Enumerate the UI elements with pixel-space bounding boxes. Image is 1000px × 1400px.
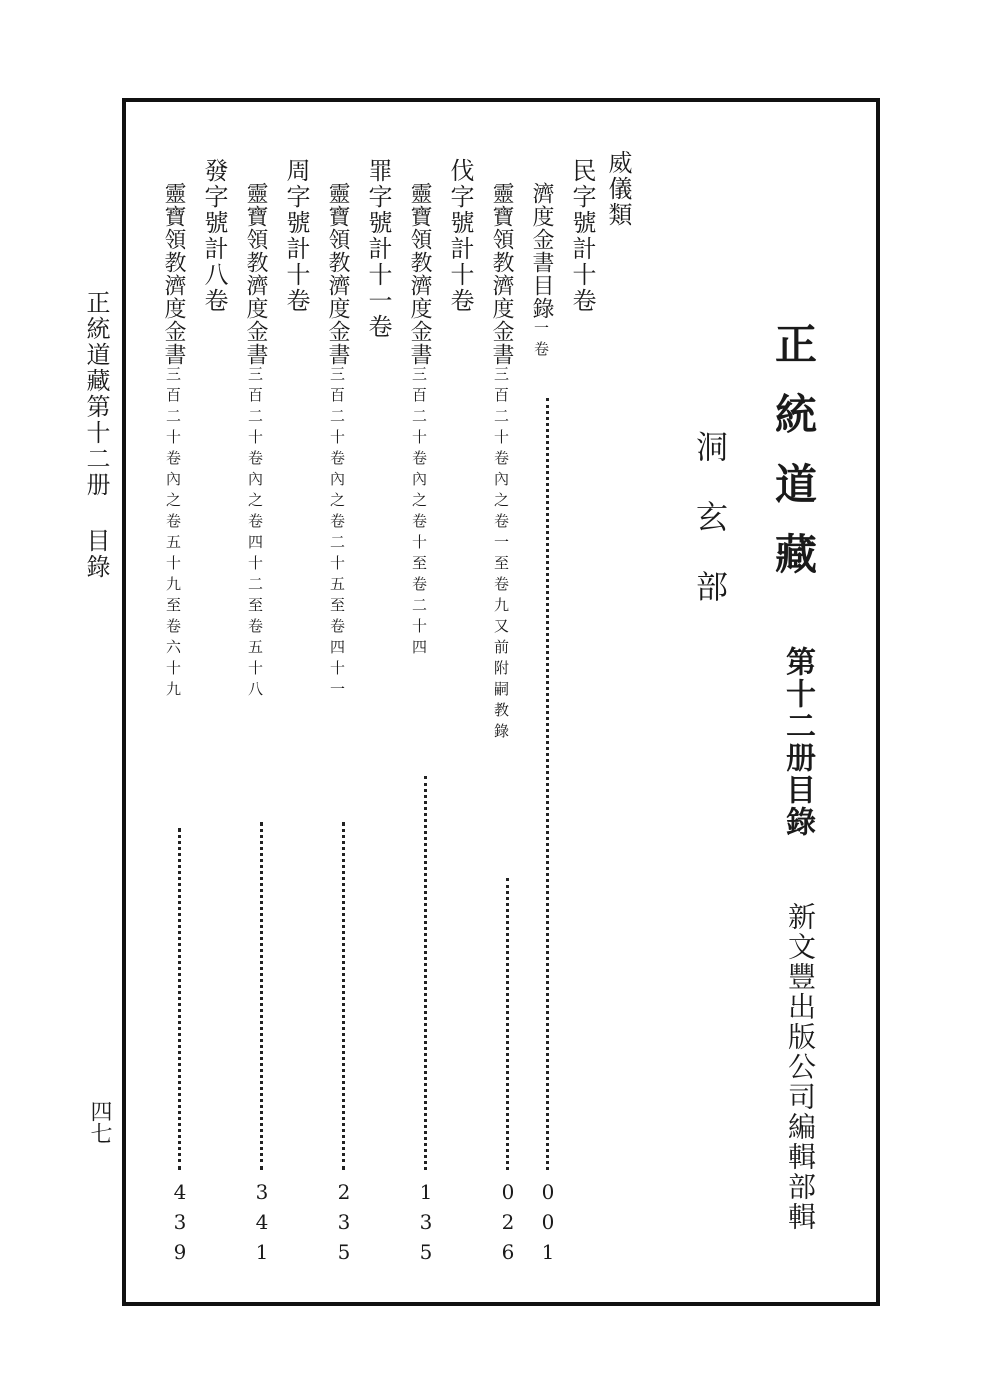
running-title bbox=[84, 290, 108, 580]
dot-leader bbox=[260, 822, 263, 1170]
entry-page-number: 001 bbox=[536, 1180, 560, 1270]
group-heading-zhou: 周字號計十卷 bbox=[282, 158, 310, 314]
dot-leader bbox=[424, 776, 427, 1170]
entry-title: 靈寶領教濟度金書 bbox=[407, 182, 432, 366]
group-heading-min: 民字號計十卷 bbox=[568, 158, 596, 314]
entry-title: 靈寶領教濟度金書 bbox=[325, 182, 350, 366]
running-title-volume: 正統道藏第十二册 bbox=[82, 290, 110, 498]
entry-title: 濟度金書目錄 bbox=[529, 182, 554, 320]
entry-page-number: 439 bbox=[168, 1180, 192, 1270]
entry-note: 一卷 bbox=[532, 320, 550, 362]
dot-leader bbox=[178, 828, 181, 1170]
entry-note: 三百二十卷內之卷十至卷二十四 bbox=[410, 366, 428, 660]
entry-note: 三百二十卷內之卷五十九至卷六十九 bbox=[164, 366, 182, 702]
toc-entry bbox=[326, 182, 348, 702]
toc-entry bbox=[244, 182, 266, 702]
entry-title: 靈寶領教濟度金書 bbox=[161, 182, 186, 366]
volume-title: 第十二册目錄 bbox=[780, 646, 815, 838]
running-title-section: 目錄 bbox=[82, 528, 110, 580]
toc-entry bbox=[408, 182, 430, 660]
dot-leader bbox=[546, 398, 549, 1170]
collection-title: 正統道藏 bbox=[769, 322, 818, 602]
group-heading-zui: 罪字號計十一卷 bbox=[364, 158, 392, 340]
entry-page-number: 235 bbox=[332, 1180, 356, 1270]
entry-note: 三百二十卷內之卷四十二至卷五十八 bbox=[246, 366, 264, 702]
toc-entry bbox=[162, 182, 184, 702]
publisher-credit: 新文豐出版公司編輯部輯 bbox=[784, 902, 817, 1232]
group-heading-fa2: 發字號計八卷 bbox=[200, 158, 228, 314]
dot-leader bbox=[342, 822, 345, 1170]
toc-entry bbox=[490, 182, 512, 744]
dot-leader bbox=[506, 878, 509, 1170]
folio-number: 四七 bbox=[87, 1100, 112, 1144]
entry-title: 靈寶領教濟度金書 bbox=[489, 182, 514, 366]
entry-note: 三百二十卷內之卷二十五至卷四十一 bbox=[328, 366, 346, 702]
entry-page-number: 341 bbox=[250, 1180, 274, 1270]
entry-page-number: 026 bbox=[496, 1180, 520, 1270]
department-name: 洞玄部 bbox=[691, 430, 729, 640]
entry-title: 靈寶領教濟度金書 bbox=[243, 182, 268, 366]
entry-page-number: 135 bbox=[414, 1180, 438, 1270]
entry-note: 三百二十卷內之卷一至卷九又前附嗣教錄 bbox=[492, 366, 510, 744]
toc-entry bbox=[530, 182, 552, 362]
group-heading-fa: 伐字號計十卷 bbox=[446, 158, 474, 314]
category-heading: 威儀類 bbox=[604, 150, 632, 228]
